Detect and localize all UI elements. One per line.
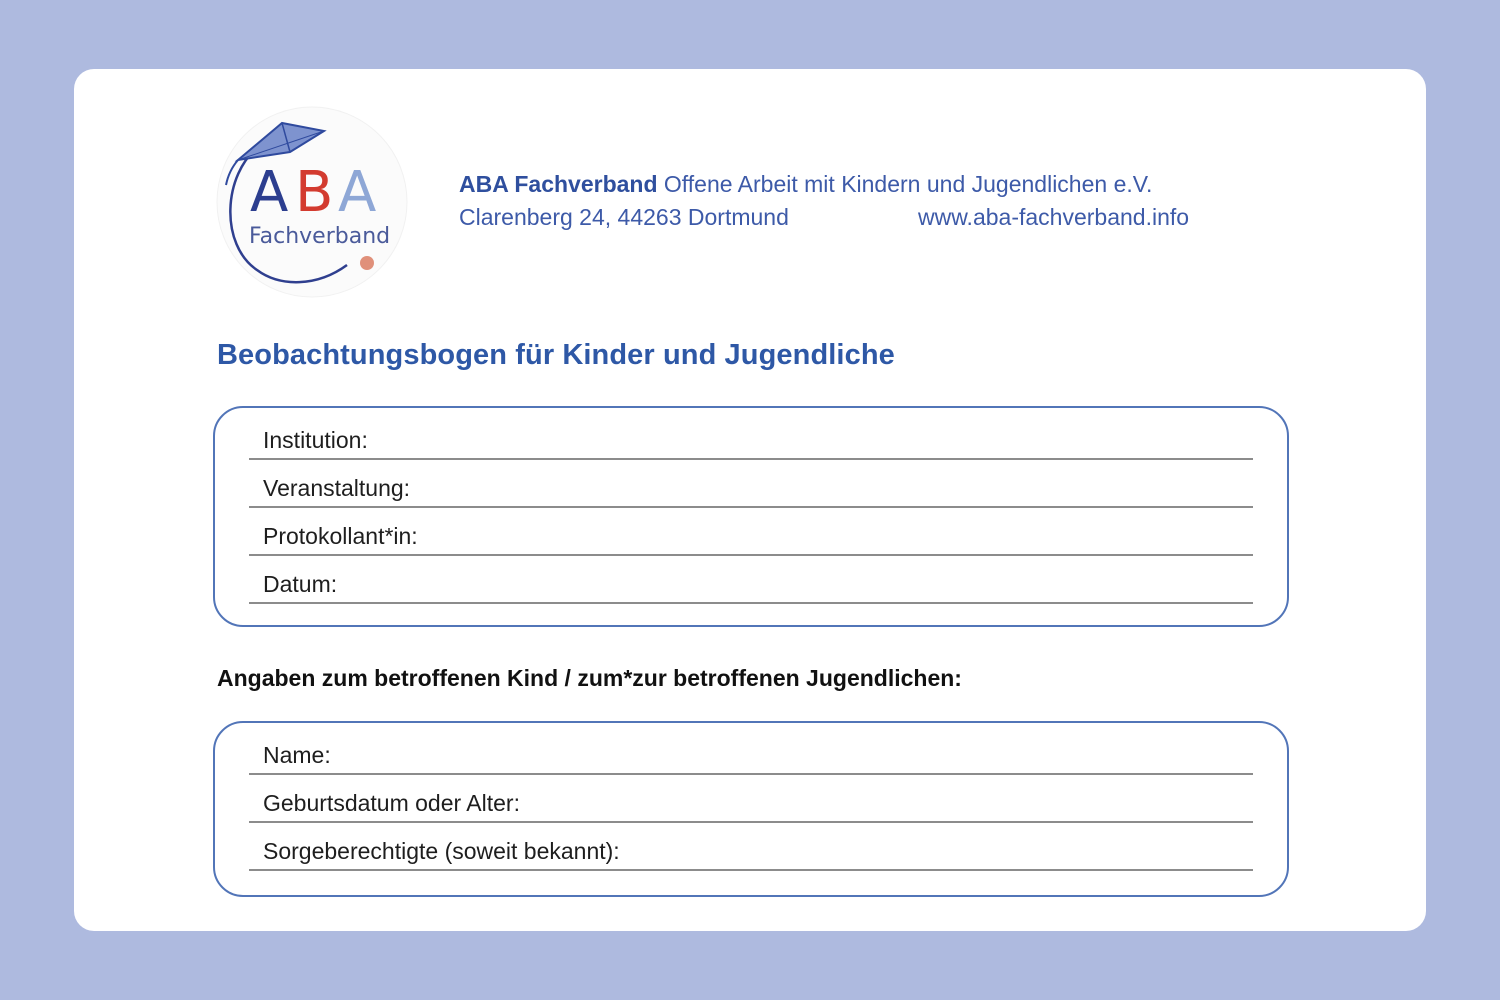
- field-underline: [249, 602, 1253, 604]
- organization-name-rest: Offene Arbeit mit Kindern und Jugendlichen e.V.: [657, 171, 1153, 197]
- field-label: Protokollant*in:: [263, 523, 418, 549]
- field-sorgeberechtigte[interactable]: [249, 823, 1253, 871]
- field-veranstaltung[interactable]: [249, 460, 1253, 508]
- organization-header: [459, 168, 1229, 234]
- field-label: Veranstaltung:: [263, 475, 411, 501]
- field-label: Datum:: [263, 571, 338, 597]
- logo-subtitle: Fachverband: [249, 224, 391, 249]
- logo-letter-a1: A: [250, 160, 289, 225]
- child-info-box: [213, 721, 1289, 897]
- field-label: Sorgeberechtigte (soweit bekannt):: [263, 838, 620, 864]
- field-label: Geburtsdatum oder Alter:: [263, 790, 520, 816]
- logo-letter-b: B: [295, 160, 334, 225]
- field-institution[interactable]: [249, 412, 1253, 460]
- organization-name: [459, 168, 1229, 201]
- field-protokollant[interactable]: [249, 508, 1253, 556]
- organization-contact: [459, 201, 1229, 234]
- document-title: Beobachtungsbogen für Kinder und Jugendliche: [217, 339, 895, 371]
- field-datum[interactable]: [249, 556, 1253, 604]
- logo-graphic: [212, 105, 412, 300]
- field-label: Name:: [263, 742, 331, 768]
- field-label: Institution:: [263, 427, 368, 453]
- organization-website-link[interactable]: www.aba-fachverband.info: [918, 204, 1190, 230]
- aba-logo: [212, 105, 412, 300]
- child-section-heading: Angaben zum betroffenen Kind / zum*zur betroffenen Jugendlichen:: [217, 665, 962, 691]
- field-geburtsdatum[interactable]: [249, 775, 1253, 823]
- logo-dot: [360, 256, 374, 270]
- event-info-box: [213, 406, 1289, 627]
- field-underline: [249, 869, 1253, 871]
- organization-address: Clarenberg 24, 44263 Dortmund: [459, 204, 789, 230]
- field-name[interactable]: [249, 727, 1253, 775]
- organization-name-bold: ABA Fachverband: [459, 171, 658, 197]
- logo-letter-a2: A: [338, 160, 377, 225]
